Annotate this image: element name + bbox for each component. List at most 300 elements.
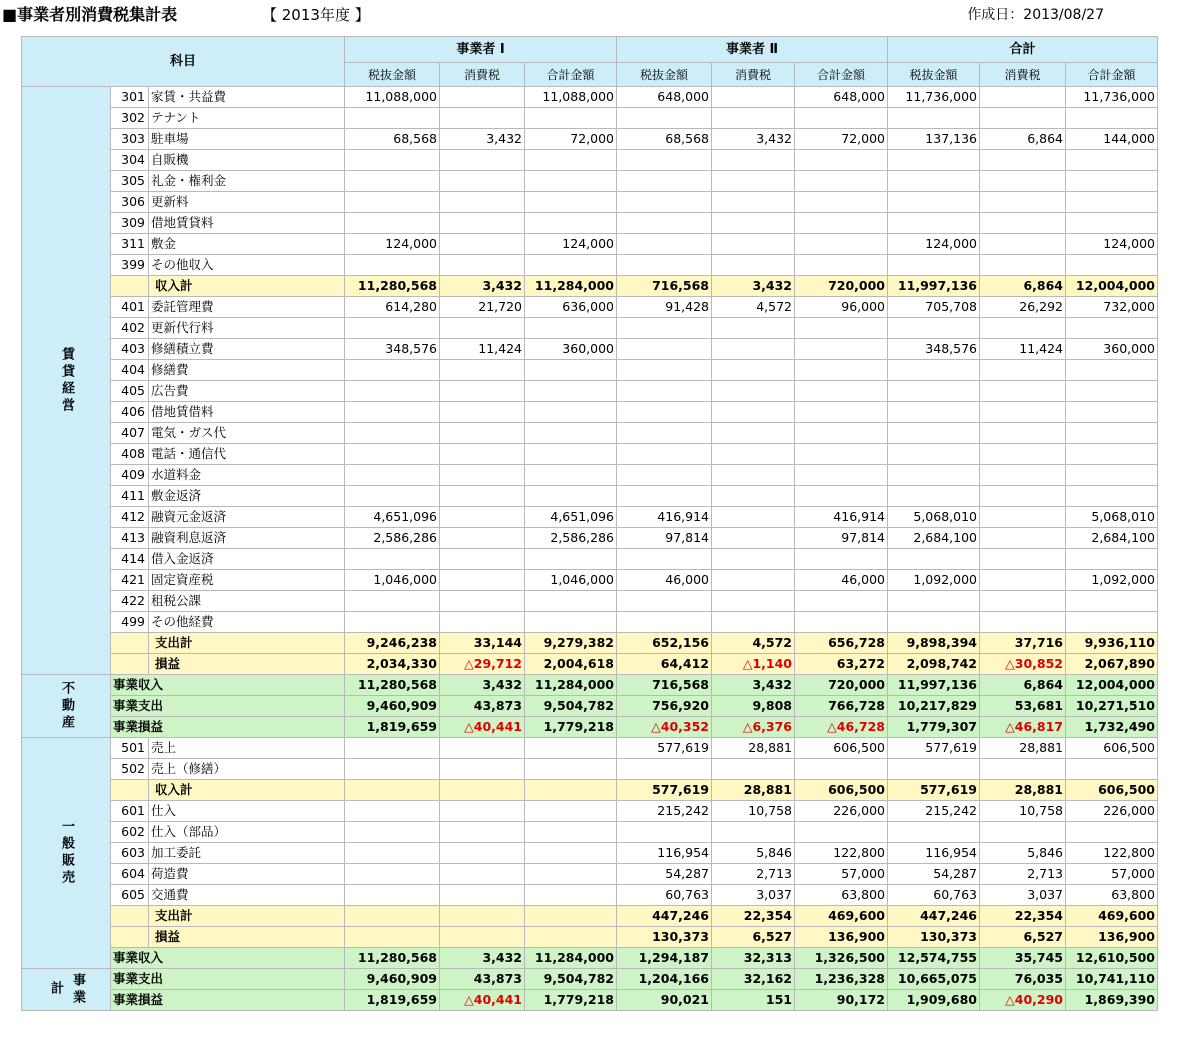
amount-cell: [617, 234, 712, 255]
column-header-tax: 消費税: [712, 63, 795, 87]
account-code: 407: [111, 423, 149, 444]
amount-cell: 26,292: [980, 297, 1066, 318]
account-code: 412: [111, 507, 149, 528]
amount-cell: 360,000: [525, 339, 617, 360]
amount-cell: 6,864: [980, 129, 1066, 150]
amount-cell: [525, 444, 617, 465]
amount-cell: [888, 150, 980, 171]
amount-cell: [440, 444, 525, 465]
row-label: 支出計: [149, 633, 345, 654]
amount-cell: [525, 780, 617, 801]
amount-cell: [440, 192, 525, 213]
amount-cell: 60,763: [888, 885, 980, 906]
amount-cell: 63,800: [1066, 885, 1158, 906]
amount-cell: 76,035: [980, 969, 1066, 990]
amount-cell: 64,412: [617, 654, 712, 675]
amount-cell: 28,881: [712, 780, 795, 801]
amount-cell: 96,000: [795, 297, 888, 318]
amount-cell: [1066, 381, 1158, 402]
amount-cell: 122,800: [1066, 843, 1158, 864]
amount-cell: 11,088,000: [345, 87, 440, 108]
amount-cell: [795, 360, 888, 381]
amount-cell: [440, 465, 525, 486]
row-label: 更新代行料: [149, 318, 345, 339]
amount-cell: [712, 570, 795, 591]
amount-cell: [345, 444, 440, 465]
amount-cell: [795, 213, 888, 234]
amount-cell: [1066, 759, 1158, 780]
amount-cell: [795, 171, 888, 192]
amount-cell: [795, 381, 888, 402]
amount-cell: [980, 150, 1066, 171]
amount-cell: 151: [712, 990, 795, 1011]
amount-cell: 9,504,782: [525, 969, 617, 990]
amount-cell: [795, 423, 888, 444]
amount-cell: 91,428: [617, 297, 712, 318]
account-code: 306: [111, 192, 149, 213]
amount-cell: [525, 360, 617, 381]
amount-cell: 124,000: [1066, 234, 1158, 255]
amount-cell: [712, 360, 795, 381]
amount-cell: 57,000: [795, 864, 888, 885]
amount-cell: 130,373: [888, 927, 980, 948]
amount-cell: 1,819,659: [345, 717, 440, 738]
subtotal-row: [22, 633, 1158, 654]
account-code: [111, 927, 149, 948]
account-code: 305: [111, 171, 149, 192]
amount-cell: [345, 612, 440, 633]
account-code: 421: [111, 570, 149, 591]
amount-cell: 11,280,568: [345, 675, 440, 696]
table-row: [22, 822, 1158, 843]
amount-cell: [795, 759, 888, 780]
amount-cell: [440, 234, 525, 255]
amount-cell: [440, 507, 525, 528]
amount-cell: [525, 423, 617, 444]
amount-cell: [795, 444, 888, 465]
amount-cell: 11,280,568: [345, 948, 440, 969]
account-code: 603: [111, 843, 149, 864]
row-label: 委託管理費: [149, 297, 345, 318]
amount-cell: [617, 192, 712, 213]
row-label: 損益: [149, 927, 345, 948]
table-row: [22, 339, 1158, 360]
amount-cell: 1,326,500: [795, 948, 888, 969]
account-code: 499: [111, 612, 149, 633]
row-label: 収入計: [149, 276, 345, 297]
amount-cell: 2,684,100: [888, 528, 980, 549]
amount-cell: [345, 801, 440, 822]
amount-cell: 226,000: [795, 801, 888, 822]
amount-cell: 1,869,390: [1066, 990, 1158, 1011]
amount-cell: 652,156: [617, 633, 712, 654]
account-code: [111, 633, 149, 654]
amount-cell: [1066, 444, 1158, 465]
amount-cell: [888, 612, 980, 633]
group-header-operator-2: 事業者 Ⅱ: [617, 37, 888, 63]
account-code: 422: [111, 591, 149, 612]
amount-cell: 72,000: [795, 129, 888, 150]
amount-cell: [440, 801, 525, 822]
amount-cell: [525, 318, 617, 339]
amount-cell: [712, 423, 795, 444]
account-code: 411: [111, 486, 149, 507]
amount-cell: 756,920: [617, 696, 712, 717]
amount-cell: [980, 234, 1066, 255]
amount-cell: 3,432: [712, 129, 795, 150]
amount-cell: 28,881: [980, 738, 1066, 759]
amount-cell: [1066, 360, 1158, 381]
amount-cell: [980, 108, 1066, 129]
amount-cell: [345, 759, 440, 780]
amount-cell: [617, 402, 712, 423]
amount-cell: [712, 528, 795, 549]
amount-cell: 3,432: [440, 948, 525, 969]
account-code: 602: [111, 822, 149, 843]
amount-cell: 215,242: [888, 801, 980, 822]
amount-cell: 12,004,000: [1066, 276, 1158, 297]
amount-cell: 35,745: [980, 948, 1066, 969]
amount-cell: 1,819,659: [345, 990, 440, 1011]
account-code: [111, 276, 149, 297]
amount-cell: 9,460,909: [345, 969, 440, 990]
amount-cell: 577,619: [888, 780, 980, 801]
amount-cell: 447,246: [888, 906, 980, 927]
amount-cell: 416,914: [617, 507, 712, 528]
amount-cell: [617, 759, 712, 780]
account-code: 402: [111, 318, 149, 339]
amount-cell: [440, 318, 525, 339]
amount-cell: 11,424: [440, 339, 525, 360]
amount-cell: [440, 843, 525, 864]
amount-cell: [440, 381, 525, 402]
amount-cell: 3,037: [712, 885, 795, 906]
amount-cell: [525, 150, 617, 171]
amount-cell: [980, 822, 1066, 843]
amount-cell: 226,000: [1066, 801, 1158, 822]
amount-cell: △46,728: [795, 717, 888, 738]
amount-cell: [345, 381, 440, 402]
amount-cell: 2,713: [980, 864, 1066, 885]
amount-cell: [617, 108, 712, 129]
subtotal-row: [22, 276, 1158, 297]
amount-cell: [1066, 402, 1158, 423]
amount-cell: 12,004,000: [1066, 675, 1158, 696]
amount-cell: [525, 885, 617, 906]
amount-cell: [525, 549, 617, 570]
account-code: 303: [111, 129, 149, 150]
amount-cell: [888, 381, 980, 402]
amount-cell: [440, 570, 525, 591]
amount-cell: 21,720: [440, 297, 525, 318]
amount-cell: 3,432: [440, 276, 525, 297]
amount-cell: 766,728: [795, 696, 888, 717]
amount-cell: 732,000: [1066, 297, 1158, 318]
amount-cell: [888, 255, 980, 276]
amount-cell: 1,092,000: [888, 570, 980, 591]
amount-cell: [712, 108, 795, 129]
amount-cell: [440, 780, 525, 801]
amount-cell: 1,236,328: [795, 969, 888, 990]
row-label: 敷金: [149, 234, 345, 255]
amount-cell: [795, 612, 888, 633]
amount-cell: 705,708: [888, 297, 980, 318]
amount-cell: [440, 108, 525, 129]
section-label-business: 事業計: [22, 969, 111, 1011]
amount-cell: △1,140: [712, 654, 795, 675]
column-header-total: 合計金額: [1066, 63, 1158, 87]
amount-cell: 9,898,394: [888, 633, 980, 654]
amount-cell: [525, 612, 617, 633]
row-label: 租税公課: [149, 591, 345, 612]
row-label: 収入計: [149, 780, 345, 801]
amount-cell: 11,088,000: [525, 87, 617, 108]
amount-cell: 2,586,286: [345, 528, 440, 549]
section-label-general: 一般販売: [22, 738, 111, 969]
amount-cell: 6,527: [980, 927, 1066, 948]
row-label: 事業収入: [111, 675, 345, 696]
table-row: [22, 864, 1158, 885]
amount-cell: [980, 591, 1066, 612]
account-code: 604: [111, 864, 149, 885]
subtotal-row: [22, 906, 1158, 927]
amount-cell: 137,136: [888, 129, 980, 150]
amount-cell: 10,271,510: [1066, 696, 1158, 717]
row-label: 礼金・権利金: [149, 171, 345, 192]
amount-cell: 124,000: [345, 234, 440, 255]
amount-cell: [617, 150, 712, 171]
table-row: [22, 549, 1158, 570]
amount-cell: [440, 612, 525, 633]
subject-header: 科目: [22, 37, 345, 87]
amount-cell: [712, 318, 795, 339]
amount-cell: 4,572: [712, 633, 795, 654]
row-label: 広告費: [149, 381, 345, 402]
amount-cell: [1066, 108, 1158, 129]
row-label: 修繕積立費: [149, 339, 345, 360]
amount-cell: [795, 402, 888, 423]
amount-cell: 90,172: [795, 990, 888, 1011]
amount-cell: [345, 255, 440, 276]
row-label: 仕入（部品）: [149, 822, 345, 843]
amount-cell: [440, 486, 525, 507]
amount-cell: [345, 465, 440, 486]
amount-cell: 32,162: [712, 969, 795, 990]
amount-cell: [617, 423, 712, 444]
amount-cell: 57,000: [1066, 864, 1158, 885]
table-row: [22, 213, 1158, 234]
amount-cell: 577,619: [617, 780, 712, 801]
amount-cell: 3,432: [712, 276, 795, 297]
table-row: [22, 570, 1158, 591]
amount-cell: 1,732,490: [1066, 717, 1158, 738]
amount-cell: [345, 780, 440, 801]
account-code: 414: [111, 549, 149, 570]
summary-row: [22, 675, 1158, 696]
table-body: [22, 87, 1158, 1011]
amount-cell: 116,954: [888, 843, 980, 864]
amount-cell: [440, 150, 525, 171]
amount-cell: 1,779,307: [888, 717, 980, 738]
amount-cell: 97,814: [795, 528, 888, 549]
table-row: [22, 843, 1158, 864]
amount-cell: [525, 486, 617, 507]
amount-cell: [712, 549, 795, 570]
amount-cell: [888, 759, 980, 780]
amount-cell: 3,432: [440, 675, 525, 696]
row-label: 融資利息返済: [149, 528, 345, 549]
amount-cell: 33,144: [440, 633, 525, 654]
amount-cell: 10,758: [980, 801, 1066, 822]
amount-cell: [345, 591, 440, 612]
amount-cell: 11,280,568: [345, 276, 440, 297]
amount-cell: [980, 486, 1066, 507]
summary-row: [22, 969, 1158, 990]
amount-cell: [525, 864, 617, 885]
amount-cell: 215,242: [617, 801, 712, 822]
amount-cell: [712, 759, 795, 780]
amount-cell: 11,997,136: [888, 675, 980, 696]
amount-cell: [712, 171, 795, 192]
amount-cell: 11,424: [980, 339, 1066, 360]
amount-cell: [440, 255, 525, 276]
amount-cell: [888, 465, 980, 486]
amount-cell: [345, 843, 440, 864]
group-header-total: 合計: [888, 37, 1158, 63]
amount-cell: [712, 486, 795, 507]
amount-cell: △6,376: [712, 717, 795, 738]
amount-cell: [980, 423, 1066, 444]
amount-cell: [525, 843, 617, 864]
amount-cell: [525, 591, 617, 612]
amount-cell: 22,354: [980, 906, 1066, 927]
amount-cell: [888, 192, 980, 213]
amount-cell: [440, 822, 525, 843]
amount-cell: 648,000: [795, 87, 888, 108]
amount-cell: [440, 423, 525, 444]
amount-cell: 4,572: [712, 297, 795, 318]
amount-cell: [980, 759, 1066, 780]
amount-cell: 5,846: [712, 843, 795, 864]
account-code: 413: [111, 528, 149, 549]
amount-cell: [888, 423, 980, 444]
amount-cell: △46,817: [980, 717, 1066, 738]
amount-cell: [1066, 171, 1158, 192]
amount-cell: 72,000: [525, 129, 617, 150]
amount-cell: [345, 927, 440, 948]
table-row: [22, 255, 1158, 276]
amount-cell: [712, 822, 795, 843]
amount-cell: [712, 612, 795, 633]
amount-cell: [1066, 612, 1158, 633]
amount-cell: [440, 906, 525, 927]
table-row: [22, 738, 1158, 759]
amount-cell: [440, 864, 525, 885]
amount-cell: 2,713: [712, 864, 795, 885]
table-row: [22, 528, 1158, 549]
amount-cell: [345, 171, 440, 192]
summary-row: [22, 948, 1158, 969]
column-header-tax: 消費税: [440, 63, 525, 87]
amount-cell: 606,500: [795, 780, 888, 801]
column-header-pretax: 税抜金額: [345, 63, 440, 87]
amount-cell: [440, 591, 525, 612]
amount-cell: [345, 486, 440, 507]
amount-cell: [980, 381, 1066, 402]
amount-cell: [795, 255, 888, 276]
amount-cell: 614,280: [345, 297, 440, 318]
row-label: 自販機: [149, 150, 345, 171]
created-date: 作成日：2013/08/27: [967, 7, 1104, 23]
amount-cell: [525, 108, 617, 129]
amount-cell: 1,092,000: [1066, 570, 1158, 591]
amount-cell: [980, 360, 1066, 381]
table-row: [22, 192, 1158, 213]
table-row: [22, 507, 1158, 528]
amount-cell: 447,246: [617, 906, 712, 927]
account-code: 403: [111, 339, 149, 360]
table-row: [22, 360, 1158, 381]
amount-cell: [617, 255, 712, 276]
amount-cell: [712, 465, 795, 486]
column-header-total: 合計金額: [795, 63, 888, 87]
row-label: 交通費: [149, 885, 345, 906]
row-label: 仕入: [149, 801, 345, 822]
subtotal-row: [22, 780, 1158, 801]
amount-cell: [525, 927, 617, 948]
amount-cell: [795, 486, 888, 507]
table-row: [22, 402, 1158, 423]
account-code: 502: [111, 759, 149, 780]
amount-cell: [888, 108, 980, 129]
amount-cell: 124,000: [888, 234, 980, 255]
amount-cell: 12,610,500: [1066, 948, 1158, 969]
table-row: [22, 318, 1158, 339]
amount-cell: [1066, 549, 1158, 570]
amount-cell: 656,728: [795, 633, 888, 654]
amount-cell: [795, 591, 888, 612]
amount-cell: 577,619: [617, 738, 712, 759]
amount-cell: [440, 759, 525, 780]
table-row: [22, 612, 1158, 633]
account-code: [111, 906, 149, 927]
amount-cell: [888, 549, 980, 570]
amount-cell: 37,716: [980, 633, 1066, 654]
amount-cell: [980, 87, 1066, 108]
amount-cell: 469,600: [795, 906, 888, 927]
row-label: 借入金返済: [149, 549, 345, 570]
amount-cell: 6,864: [980, 675, 1066, 696]
amount-cell: [980, 507, 1066, 528]
amount-cell: 11,736,000: [1066, 87, 1158, 108]
amount-cell: 9,279,382: [525, 633, 617, 654]
section-label-realestate: 不動産: [22, 675, 111, 738]
amount-cell: 11,997,136: [888, 276, 980, 297]
amount-cell: [712, 444, 795, 465]
account-code: 405: [111, 381, 149, 402]
amount-cell: 5,846: [980, 843, 1066, 864]
amount-cell: [617, 465, 712, 486]
account-code: [111, 780, 149, 801]
amount-cell: 720,000: [795, 276, 888, 297]
amount-cell: [617, 213, 712, 234]
amount-cell: [712, 255, 795, 276]
row-label: 加工委託: [149, 843, 345, 864]
amount-cell: [712, 402, 795, 423]
amount-cell: 416,914: [795, 507, 888, 528]
amount-cell: 60,763: [617, 885, 712, 906]
amount-cell: [1066, 486, 1158, 507]
